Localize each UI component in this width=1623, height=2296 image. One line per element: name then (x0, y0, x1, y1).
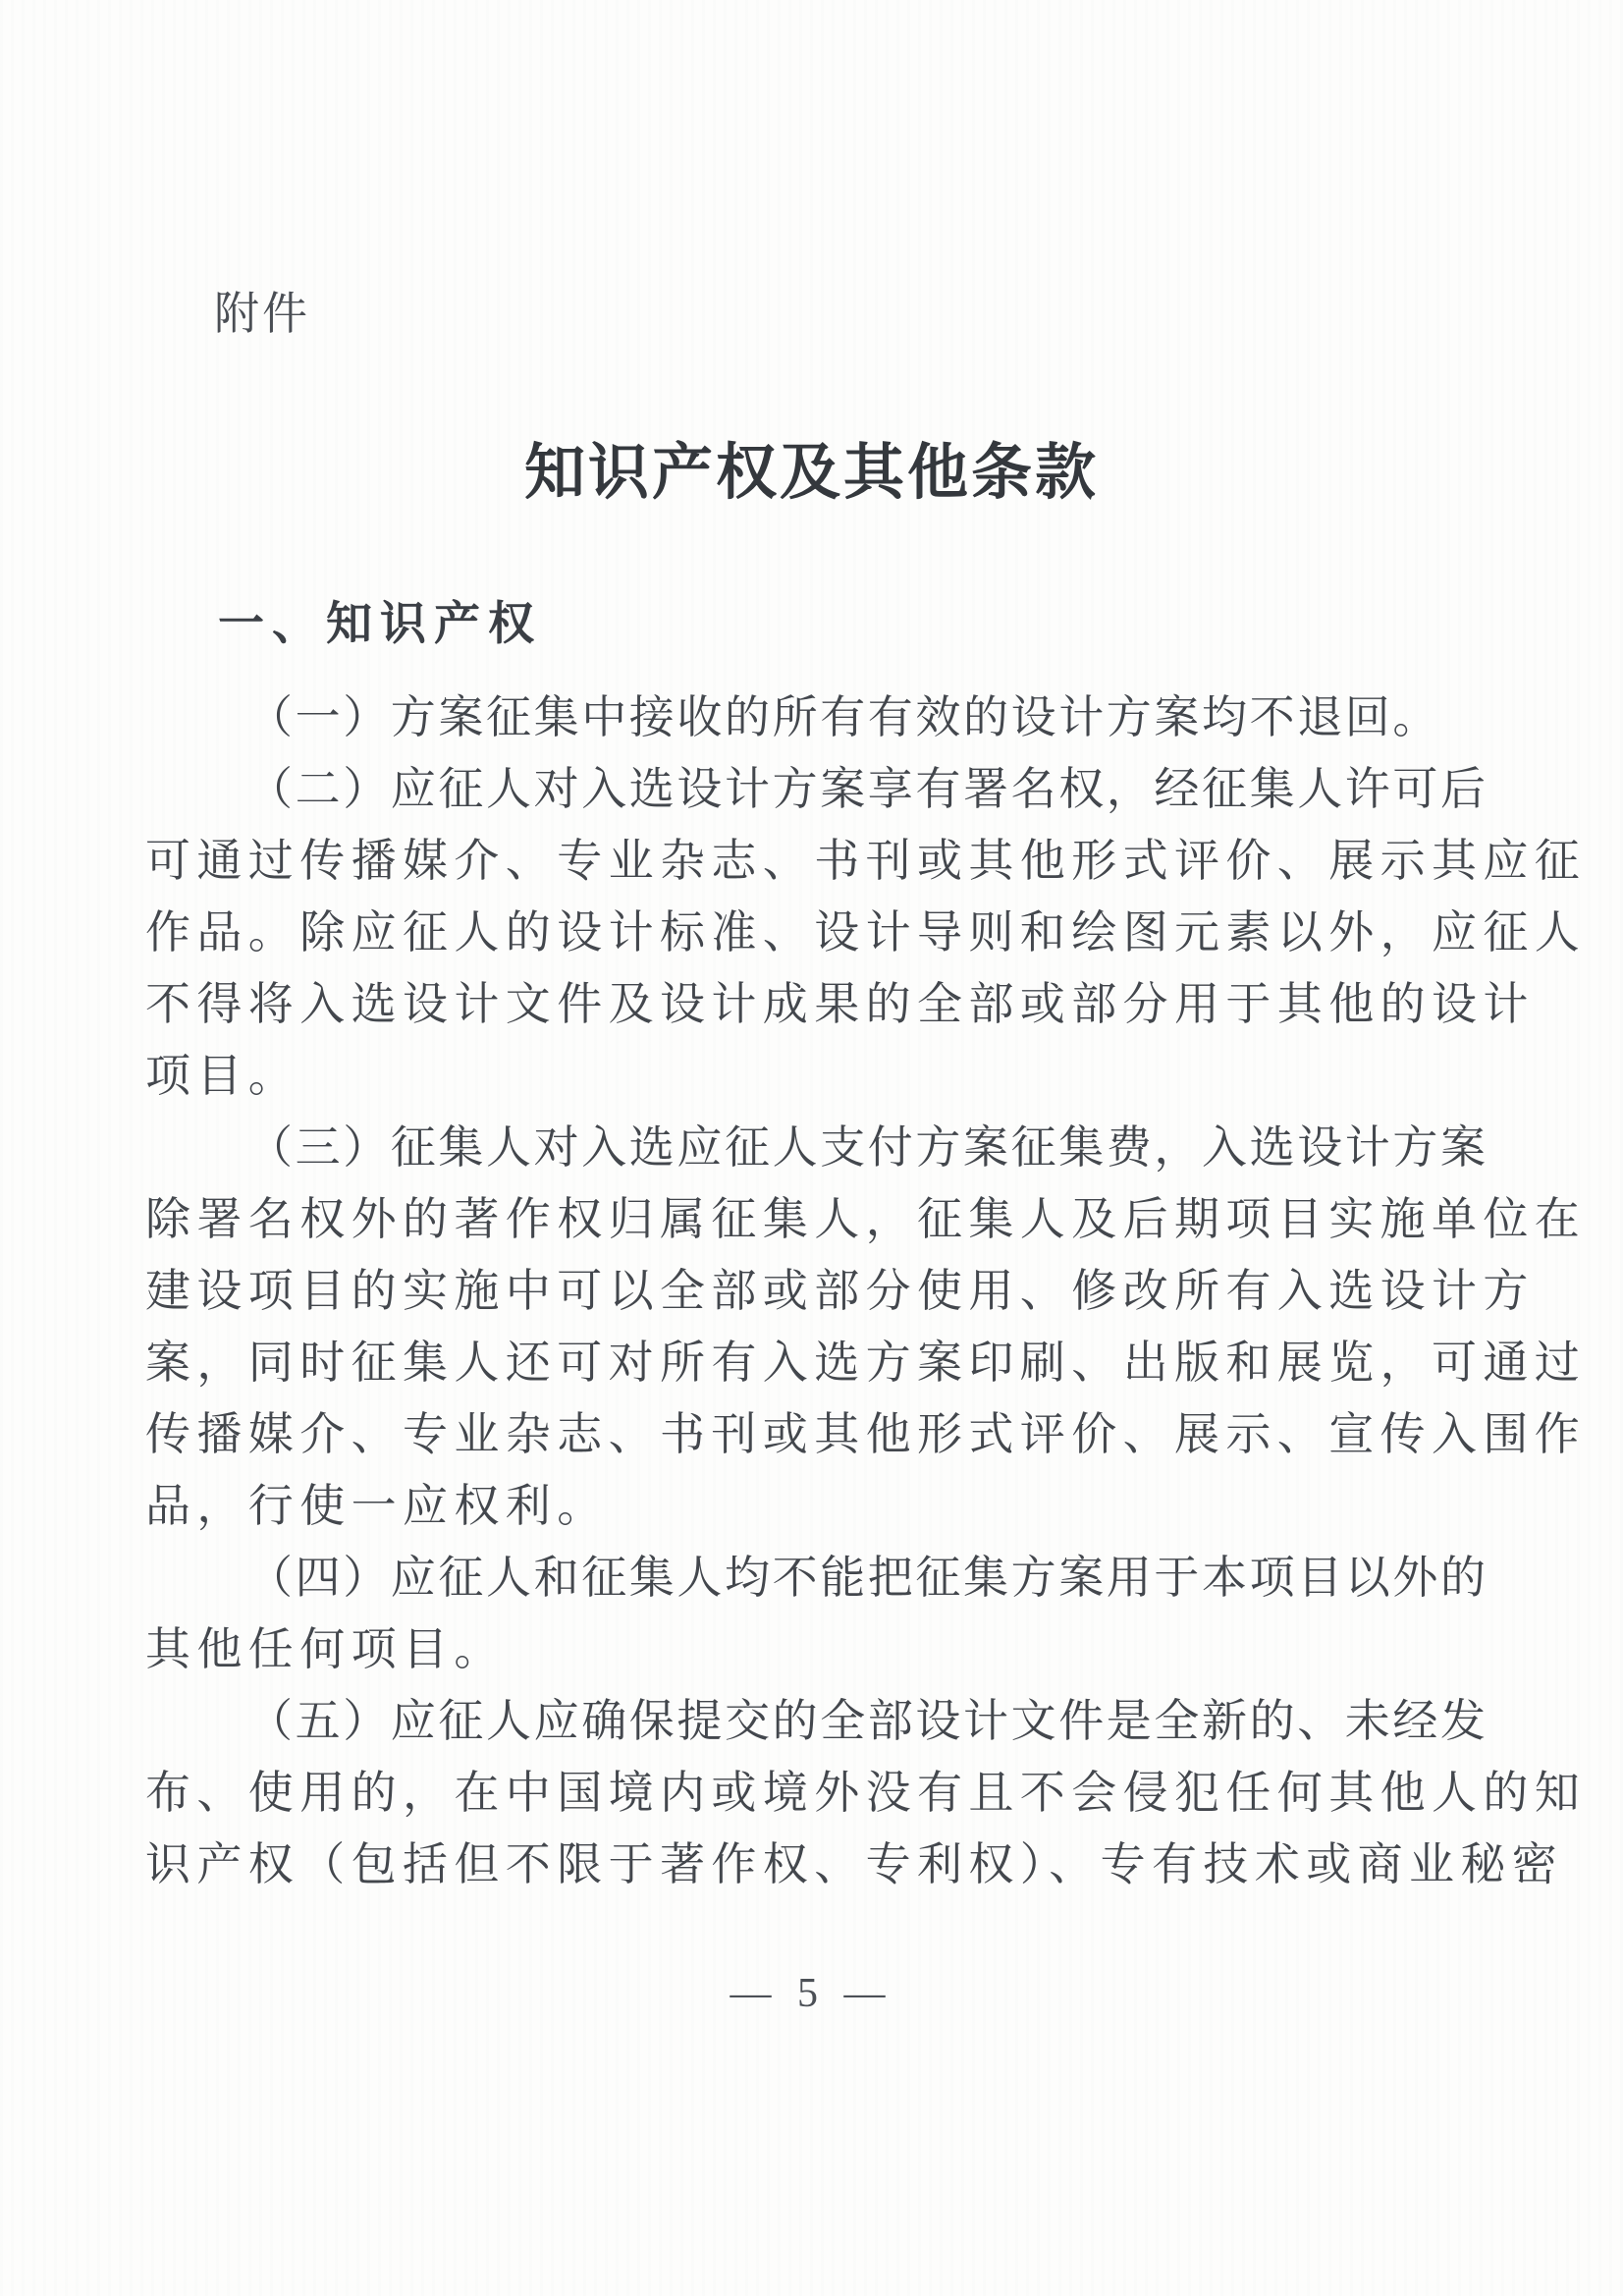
text-line: 项目。 (145, 1051, 300, 1101)
text-line: （四）应征人和征集人均不能把征集方案用于本项目以外的 (247, 1553, 1488, 1603)
document-title: 知识产权及其他条款 (523, 440, 1099, 507)
text-line: 除署名权外的著作权归属征集人，征集人及后期项目实施单位在 (145, 1194, 1587, 1244)
text-line: 作品。除应征人的设计标准、设计导则和绘图元素以外，应征人 (145, 907, 1587, 957)
attachment-label: 附件 (214, 289, 310, 339)
text-line: 识产权（包括但不限于著作权、专利权）、专有技术或商业秘密 (145, 1839, 1564, 1889)
text-line: （二）应征人对入选设计方案享有署名权，经征集人许可后 (247, 764, 1488, 814)
text-line: 不得将入选设计文件及设计成果的全部或部分用于其他的设计 (145, 979, 1535, 1029)
text-line: 传播媒介、专业杂志、书刊或其他形式评价、展示、宣传入围作 (145, 1409, 1587, 1459)
document-body (145, 682, 1587, 1900)
page-number: — 5 — (730, 1971, 893, 2016)
text-line: 建设项目的实施中可以全部或部分使用、修改所有入选设计方 (145, 1266, 1535, 1316)
text-line: （三）征集人对入选应征人支付方案征集费，入选设计方案 (247, 1122, 1488, 1173)
text-line: 其他任何项目。 (145, 1624, 506, 1674)
text-line: （五）应征人应确保提交的全部设计文件是全新的、未经发 (247, 1696, 1488, 1746)
text-line: 布、使用的，在中国境内或境外没有且不会侵犯任何其他人的知 (145, 1768, 1587, 1818)
text-line: 案，同时征集人还可对所有入选方案印刷、出版和展览，可通过 (145, 1338, 1587, 1388)
text-line: 可通过传播媒介、专业杂志、书刊或其他形式评价、展示其应征 (145, 836, 1587, 886)
text-line: （一）方案征集中接收的所有有效的设计方案均不退回。 (247, 692, 1440, 742)
section-heading: 一、知识产权 (218, 597, 542, 649)
text-line: 品，行使一应权利。 (145, 1481, 609, 1531)
